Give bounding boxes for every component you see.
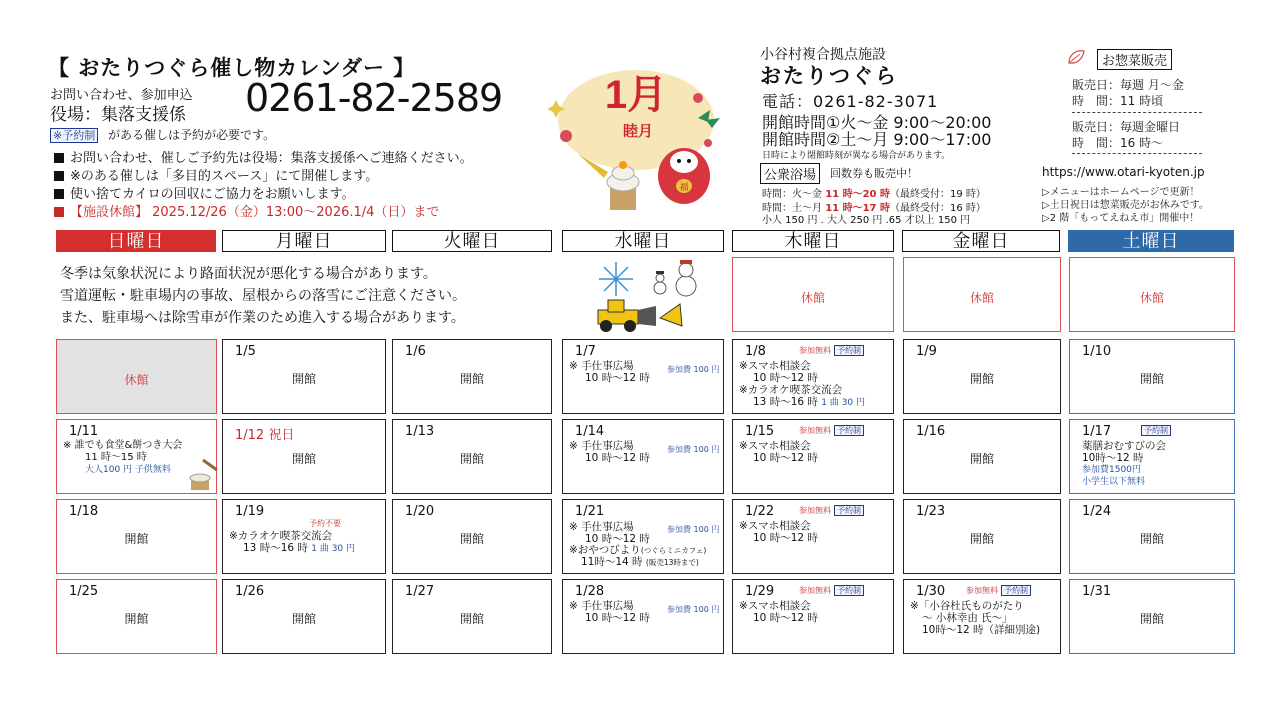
winter-scene <box>590 258 700 336</box>
closed-status: 休館 <box>800 291 825 305</box>
note-item: お問い合わせ、催しご予約先は役場：集落支援係へご連絡ください。 <box>54 150 473 168</box>
office-label: 役場：集落支援係 <box>50 105 186 125</box>
event-info: 薬膳おむすびの会 10時〜12 時 参加費1500円 小学生以下無料 <box>1082 440 1166 487</box>
calendar-cell[interactable] <box>562 499 724 574</box>
bath-ticket-note: 回数券も販売中！ <box>830 167 918 180</box>
cell-date: 1/6 <box>405 344 426 359</box>
event-info: ※ 手仕事広場 10 時〜12 時 <box>569 440 650 464</box>
bath-label: 公衆浴場 <box>760 163 820 184</box>
snowplow-icon <box>598 300 682 332</box>
winter-notice-line: 雪道運転・駐車場内の事故、屋根からの落雪にご注意ください。 <box>60 288 466 304</box>
winter-notice-line: また、駐車場へは除雪車が作業のため進入する場合があります。 <box>60 310 465 326</box>
weekday-monday: 月曜日 <box>222 230 386 252</box>
event-fee: 参加費 100 円 <box>667 605 720 614</box>
calendar-cell[interactable] <box>222 419 386 494</box>
bath-hours-weekend: 時間：土〜月 11 時〜17 時（最終受付：16 時） <box>762 203 986 214</box>
cell-date: 1/18 <box>69 504 99 519</box>
weekday-friday: 金曜日 <box>902 230 1060 252</box>
cell-date: 1/20 <box>405 504 435 519</box>
calendar-cell[interactable] <box>222 499 386 574</box>
cell-status: 開館 <box>1139 612 1164 626</box>
calendar-cell[interactable] <box>732 579 894 654</box>
event-info: ※スマホ相談会 10 時〜12 時 <box>739 520 818 544</box>
winter-notice <box>60 263 466 329</box>
calendar-cell-closed[interactable] <box>1069 257 1235 332</box>
calendar-cell[interactable] <box>1069 419 1235 494</box>
calendar-cell[interactable] <box>903 499 1061 574</box>
calendar-cell[interactable] <box>222 339 386 414</box>
cell-status: 開館 <box>291 372 316 386</box>
mochi-pounding-icon <box>185 456 221 496</box>
cell-date-holiday: 1/12 祝日 <box>235 428 295 443</box>
calendar-cell[interactable] <box>903 419 1061 494</box>
calendar-cell[interactable] <box>903 339 1061 414</box>
calendar-cell[interactable] <box>56 579 217 654</box>
deli-title: お惣菜販売 <box>1097 49 1172 70</box>
bath-price: 小人 150 円 . 大人 250 円 .65 才以上 150 円 <box>762 215 971 226</box>
calendar-cell[interactable] <box>732 339 894 414</box>
facility-name: おたりつぐら <box>760 64 898 88</box>
calendar-cell[interactable] <box>562 419 724 494</box>
cell-date: 1/14 <box>575 424 605 439</box>
winter-notice-line: 冬季は気象状況により路面状況が悪化する場合があります。 <box>60 266 437 282</box>
cell-date: 1/29 <box>745 584 775 599</box>
calendar-cell[interactable] <box>1069 579 1235 654</box>
calendar-cell[interactable] <box>392 579 552 654</box>
reserve-text: がある催しは予約が必要です。 <box>108 128 276 142</box>
month-name-text: 睦月 <box>622 122 654 140</box>
leaf-icon <box>1066 48 1088 70</box>
weekday-tuesday: 火曜日 <box>392 230 552 252</box>
cell-date: 1/26 <box>235 584 265 599</box>
cell-date: 1/22 <box>745 504 775 519</box>
facility-subtitle: 小谷村複合拠点施設 <box>760 47 886 63</box>
event-info: ※スマホ相談会 10 時〜12 時 <box>739 440 818 464</box>
web-note: ▷メニューはホームページで更新！ <box>1042 187 1200 198</box>
cell-status: 開館 <box>969 372 994 386</box>
calendar-cell[interactable] <box>392 419 552 494</box>
cell-date: 1/9 <box>916 344 937 359</box>
cell-date: 1/16 <box>916 424 946 439</box>
note-item: ※のある催しは「多目的スペース」にて開催します。 <box>54 168 473 186</box>
cell-status: 開館 <box>459 532 484 546</box>
event-fee: 参加費 100 円 <box>667 525 720 534</box>
calendar-cell[interactable] <box>392 499 552 574</box>
month-badge <box>548 58 748 218</box>
event-info: ※ 手仕事広場 10 時〜12 時 ※おやつびより(つぐらミニカフェ) 11時〜14 時 (販売13時まで) <box>569 521 707 568</box>
event-tags: 予約不要 <box>309 519 341 528</box>
deli-line: 販売日：毎週 月〜金 <box>1072 78 1184 92</box>
cell-status: 開館 <box>969 452 994 466</box>
cell-status: 開館 <box>459 372 484 386</box>
closed-status: 休館 <box>1139 291 1164 305</box>
snowflake-icon <box>599 262 633 296</box>
cell-date: 1/25 <box>69 584 99 599</box>
calendar-cell[interactable] <box>1069 339 1235 414</box>
reserve-tag: ※予約制 <box>50 128 98 143</box>
facility-hours-2: 開館時間②土〜月 9:00〜17:00 <box>762 130 992 149</box>
cell-date: 1/19 <box>235 504 265 519</box>
event-tags: 参加無料 予約制 <box>799 425 864 436</box>
cell-date: 1/5 <box>235 344 256 359</box>
calendar-cell-closed[interactable] <box>732 257 894 332</box>
daruma-icon <box>658 148 710 204</box>
web-note: ▷土日祝日は惣菜販売がお休みです。 <box>1042 200 1209 211</box>
cell-date: 1/23 <box>916 504 946 519</box>
calendar-cell[interactable] <box>56 499 217 574</box>
web-note: ▷2 階「もってえねえ市」開催中！ <box>1042 213 1200 224</box>
facility-phone: 電話：0261-82-3071 <box>762 92 939 111</box>
notes-list <box>54 150 473 222</box>
event-info: ※スマホ相談会 10 時〜12 時 <box>739 600 818 624</box>
calendar-title: 【 おたりつぐら催し物カレンダー 】 <box>48 56 416 80</box>
month-text: 1月 <box>604 73 668 117</box>
deli-line: 時 間：11 時頃 <box>1072 94 1164 108</box>
divider <box>1072 153 1202 154</box>
event-info: ※「小谷杜氏ものがたり 〜 小林幸由 氏〜」 10時〜12 時（詳細別途) <box>910 600 1041 636</box>
cell-date: 1/11 <box>69 424 99 439</box>
calendar-cell[interactable] <box>1069 499 1235 574</box>
bath-hours-weekday: 時間：火〜金 11 時〜20 時（最終受付：19 時） <box>762 189 986 200</box>
contact-label: お問い合わせ、参加申込 <box>50 88 193 103</box>
cell-date: 1/24 <box>1082 504 1112 519</box>
event-info: ※スマホ相談会 10 時〜12 時 ※カラオケ喫茶交流会 13 時〜16 時 1 曲 30 円 <box>739 360 866 408</box>
event-tags: 参加無料 予約制 <box>799 505 864 516</box>
event-info: ※ 手仕事広場 10 時〜12 時 <box>569 360 650 384</box>
cell-status: 開館 <box>459 452 484 466</box>
cell-date: 1/21 <box>575 504 605 519</box>
note-item: 使い捨てカイロの回収にご協力をお願いします。 <box>54 186 473 204</box>
closure-note: 【施設休館】 2025.12/26（金）13:00〜2026.1/4（日）まで <box>54 204 473 222</box>
cell-date: 1/8 <box>745 344 766 359</box>
calendar-cell[interactable] <box>732 499 894 574</box>
calendar-cell[interactable] <box>562 579 724 654</box>
facility-hours-1: 開館時間①火〜金 9:00〜20:00 <box>762 113 992 132</box>
cell-date: 1/27 <box>405 584 435 599</box>
calendar-cell[interactable] <box>56 419 217 494</box>
event-fee: 参加費 100 円 <box>667 445 720 454</box>
weekday-sunday: 日曜日 <box>56 230 216 252</box>
calendar-cell-closed[interactable] <box>903 257 1061 332</box>
event-info: ※カラオケ喫茶交流会 13 時〜16 時 1 曲 30 円 <box>229 530 356 554</box>
cell-status: 開館 <box>1139 532 1164 546</box>
cell-date: 1/28 <box>575 584 605 599</box>
cell-date: 1/30 <box>916 584 946 599</box>
calendar-cell[interactable] <box>222 579 386 654</box>
calendar-cell[interactable] <box>562 339 724 414</box>
closed-status: 休館 <box>124 373 149 387</box>
calendar-cell[interactable] <box>903 579 1061 654</box>
weekday-saturday: 土曜日 <box>1068 230 1234 252</box>
closed-status: 休館 <box>969 291 994 305</box>
calendar-cell-closed[interactable] <box>56 339 217 414</box>
cell-date: 1/15 <box>745 424 775 439</box>
cell-date: 1/31 <box>1082 584 1112 599</box>
cell-date: 1/17 <box>1082 424 1112 439</box>
facility-hours-note: 日時により閉館時刻が異なる場合があります。 <box>762 151 951 161</box>
event-tags: 参加無料 予約制 <box>966 585 1031 596</box>
event-fee: 参加費 100 円 <box>667 365 720 374</box>
weekday-wednesday: 水曜日 <box>562 230 724 252</box>
event-info: ※ 手仕事広場 10 時〜12 時 <box>569 600 650 624</box>
website-url[interactable]: https://www.otari-kyoten.jp <box>1042 165 1205 179</box>
deli-line: 時 間：16 時〜 <box>1072 136 1164 150</box>
cell-status: 開館 <box>459 612 484 626</box>
reserve-note <box>50 126 275 143</box>
event-tags: 参加無料 予約制 <box>799 345 864 356</box>
cell-status: 開館 <box>291 452 316 466</box>
cell-status: 開館 <box>291 612 316 626</box>
event-info: ※ 誰でも食堂&餅つき大会 11 時～15 時 大人100 円 子供無料 <box>63 440 183 475</box>
cell-status: 開館 <box>124 532 149 546</box>
office-phone: 0261-82-2589 <box>245 76 503 120</box>
cell-status: 開館 <box>1139 372 1164 386</box>
cell-status: 開館 <box>124 612 149 626</box>
calendar-cell[interactable] <box>732 419 894 494</box>
event-tags: 参加無料 予約制 <box>799 585 864 596</box>
cell-date: 1/10 <box>1082 344 1112 359</box>
cell-date: 1/13 <box>405 424 435 439</box>
calendar-cell[interactable] <box>392 339 552 414</box>
weekday-thursday: 木曜日 <box>732 230 894 252</box>
svg-text:福: 福 <box>679 183 689 193</box>
event-tags: 予約制 <box>1138 425 1171 436</box>
divider <box>1072 112 1202 113</box>
cell-date: 1/7 <box>575 344 596 359</box>
deli-line: 販売日：毎週金曜日 <box>1072 120 1181 134</box>
cell-status: 開館 <box>969 532 994 546</box>
snowman-icon <box>654 260 696 296</box>
